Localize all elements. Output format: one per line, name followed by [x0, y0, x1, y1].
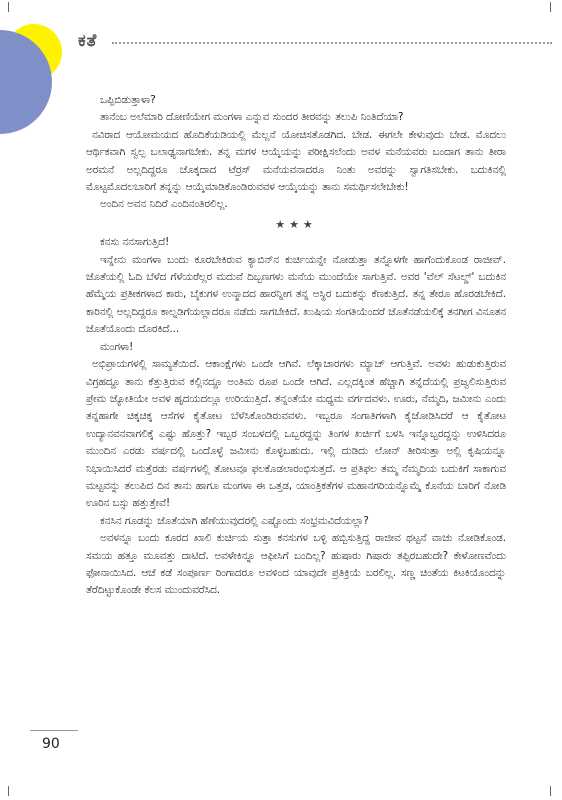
crop-mark-bottom-right — [550, 786, 551, 796]
story-paragraph: ಕನಸು ನನಸಾಗುತ್ತಿದೆ! — [100, 236, 170, 249]
crop-mark-top-left — [8, 2, 9, 12]
section-divider-stars: ★★★ — [275, 217, 317, 231]
crop-mark-top-right — [550, 2, 551, 12]
story-paragraph: ಮಂಗಳಾ! — [100, 340, 134, 353]
story-paragraph: ಅವಳನ್ನೂ ಬಂದು ಕೂರದ ಖಾಲಿ ಕುರ್ಚಿಯ ಸುತ್ತಾ ಕನಸುಗಳ ಬಳ್ಳಿ ಹಬ್ಬಿಸುತ್ತಿದ್ದ ರಾಜೀವ ಥಟ್ಟನೆ ವಾಚು ನೋಡಿಕೊಂಡ. ಸಮಯ ಹತ್ತೂ ಮೂವತ್ತು ದಾಟಿದೆ. ಅವಳೇಕಿನ್ನೂ ಆಫೀಸಿಗೆ ಬಂದಿಲ್ಲ? ಹುಷಾರು ಗಿಷಾರು ತಪ್ಪಿರಬಹುದೇ? ಕೇಳೋಣವೆಂದು ಫೋನಾಯಿಸಿದ. ಆಚೆ ಕಡೆ ಸಂಪೂರ್ಣ ರಿಂಗಾದರೂ ಅವಳಿಂದ ಯಾವುದೇ ಪ್ರತಿಕ್ರಿಯೆ ಬರಲಿಲ್ಲ. ಸಣ್ಣ ಚಿಂತೆಯ ಕಿಟಕಿಯೊಂದನ್ನು ತೆರೆದಿಟ್ಟುಕೊಂಡೇ ಕೆಲಸ ಮುಂದುವರೆಸಿದ. — [86, 532, 506, 597]
footer-rule — [30, 730, 78, 731]
section-title: ಕತೆ — [78, 31, 98, 51]
story-body — [86, 92, 506, 600]
crop-mark-bottom-left — [8, 786, 9, 796]
story-paragraph: ನವಿರಾದ ಆಯೋಮಯದ ಹೊದಿಕೆಯಡಿಯಲ್ಲಿ ಮೆಲ್ಲನೆ ಯೋಚಿಸತೊಡಗಿದ. ಬೇಡ. ಈಗಲೇ ಕೇಳುವುದು ಬೇಡ. ಮೊದಲು ಆರ್ಥಿಕವಾಗಿ ಸ್ವಲ್ಪ ಬಲಾಢ್ಯನಾಗಬೇಕು. ತನ್ನ ಮಗಳ ಆಯ್ಕೆಯನ್ನು ಪರೀಕ್ಷಿಸಲೆಂದು ಅವಳ ಮನೆಯವರು ಬಂದಾಗ ತಾನು ತೀರಾ ಅರಮನೆ ಅಲ್ಲದಿದ್ದರೂ ಚೊಕ್ಕದಾದ ಟೆರ‍್ರಸ್ ಮನೆಯವನಾದರೂ ನಿಂತು ಅವರನ್ನು ಸ್ವಾಗತಿಸಬೇಕು. ಬದುಕಿನಲ್ಲಿ ಮೊಟ್ಟಮೊದಲಬಾರಿಗೆ ತನ್ನನ್ನು ಆಯ್ಕೆಮಾಡಿಕೊಂಡಿರುವವಳ ಆಯ್ಕೆಯನ್ನು ತಾನು ಸಮರ್ಥಿಸಲೇಬೇಕು! — [86, 128, 506, 194]
story-paragraph: ಕನಸಿನ ಗೂಡನ್ನು ಜೊತೆಯಾಗಿ ಹೆಣೆಯುವುದರಲ್ಲಿ ಎಷ್ಟೊಂದು ಸಂಭ್ರಮವಿದೆಯಲ್ಲಾ? — [100, 514, 369, 527]
page-number: 90 — [42, 736, 60, 752]
story-paragraph: ಇನ್ನೇನು ಮಂಗಳಾ ಬಂದು ಕೂರಬೇಕಿರುವ ಕ್ಯಾಬಿನ್‌ನ ಕುರ್ಚಿಯನ್ನೇ ನೋಡುತ್ತಾ ತನ್ನೊಳಗೇ ಹಾಗೆಂದುಕೊಂಡ ರಾಜೀವ್. ಜೊತೆಯಲ್ಲಿ ಓದಿ ಬೆಳೆದ ಗೆಳೆಯರೆಲ್ಲರ ಮದುವೆ ದಿಬ್ಬಣಗಳು ಮನೆಯ ಮುಂದೆಯೇ ಸಾಗುತ್ತಿವೆ. ಅವರ 'ವೆಲ್ ಸೆಟಲ್ಡ್' ಬದುಕಿನ ಹೆಮ್ಮೆಯ ಪ್ರತೀಕಗಳಾದ ಕಾರು, ಬೈಕುಗಳ ಉನ್ಮಾದದ ಹಾರನ್ನೀಗ ತನ್ನ ಅಸ್ಥಿರ ಬದುಕನ್ನು ಕೆಣಕುತ್ತಿದೆ. ತನ್ನ ತೇರೂ ಹೊರಡಬೇಕಿದೆ. ಕಾರಿನಲ್ಲಿ ಅಲ್ಲದಿದ್ದರೂ ಕಾಲ್ನಡಿಗೆಯಲ್ಲಾದರೂ ನಡೆದು ಸಾಗಬೇಕಿದೆ. ಖುಷಿಯ ಸಂಗತಿಯೆಂದರೆ ಜೊತೆನಡೆಯಲಿಕ್ಕೆ ತನಗೀಗ ವಿನೂತನ ಜೊತೆಯೊಂದು ದೊರಕಿದೆ... — [86, 253, 506, 336]
story-paragraph: ಅಭಿಪ್ರಾಯಗಳಲ್ಲಿ ಸಾಮ್ಯತೆಯಿದೆ. ಆಕಾಂಕ್ಷೆಗಳು ಒಂದೇ ಆಗಿವೆ. ಲೆಕ್ಕಾಚಾರಗಳು ಮ್ಯಾಚ್ ಆಗುತ್ತಿವೆ. ಅವಳು ಹುಡುಕುತ್ತಿರುವ ವಿಗ್ರಹದ್ದೂ ತಾನು ಕೆತ್ತುತ್ತಿರುವ ಕಲ್ಲಿನದ್ದೂ ಅಂತಿಮ ರೂಪ ಒಂದೇ ಆಗಿದೆ. ಎಲ್ಲದಕ್ಕಿಂತ ಹೆಚ್ಚಾಗಿ ತನ್ನೆದೆಯಲ್ಲಿ ಪ್ರಜ್ವಲಿಸುತ್ತಿರುವ ಪ್ರೇಮ ಜ್ಯೋತಿಯೇ ಅವಳ ಹೃದಯದಲ್ಲೂ ಉರಿಯುತ್ತಿದೆ. ತನ್ನಂತೆಯೇ ಮಧ್ಯಮ ವರ್ಗದವಳು. ಊರು, ನೆಮ್ಮದಿ, ಜಮೀನು ಎಂದು ತನ್ನಹಾಗೇ ಚಿಕ್ಕಚಿಕ್ಕ ಆಸೆಗಳ ಕೈತೋಟ ಬೆಳೆಸಿಕೊಂಡಿರುವವಳು. ಇಬ್ಬರೂ ಸಂಗಾತಿಗಳಾಗಿ ಕೈಜೋಡಿಸಿದರೆ ಆ ಕೈತೋಟ ಉದ್ಯಾನವನವಾಗಲಿಕ್ಕೆ ಎಷ್ಟು ಹೊತ್ತು? ಇಬ್ಬರ ಸಂಬಳದಲ್ಲಿ ಒಬ್ಬರದ್ದನ್ನು ತಿಂಗಳ ಖರ್ಚಿಗೆ ಬಳಸಿ ಇನ್ನೊಬ್ಬರದ್ದನ್ನು ಉಳಿಸಿದರೂ ಮುಂದಿನ ಎರಡು ವರ್ಷದಲ್ಲಿ ಒಂದೊಳ್ಳೆ ಜಮೀನು ಕೊಳ್ಳಬಹುದು. ಇಲ್ಲಿ ದುಡಿದು ಲೋನ್ ತೀರಿಸುತ್ತಾ ಅಲ್ಲಿ ಕೃಷಿಯನ್ನೂ ನಿಭಾಯಿಸಿದರೆ ಮತ್ತೆರಡು ವರ್ಷಗಳಲ್ಲಿ ತೋಟವೂ ಫಲಕೊಡಲಾರಂಭಿಸುತ್ತದೆ. ಆ ಪ್ರತಿಫಲ ತಮ್ಮ ನೆಮ್ಮದಿಯ ಬದುಕಿಗೆ ಸಾಕಾಗುವ ಮಟ್ಟವನ್ನು ತಲುಪಿದ ದಿನ ತಾನು ಹಾಗೂ ಮಂಗಳಾ ಈ ಒತ್ತಡ, ಯಾಂತ್ರಿಕತೆಗಳ ಮಹಾನಗರಿಯನ್ನೊಮ್ಮೆ ಕೊನೆಯ ಬಾರಿಗೆ ನೋಡಿ ಊರಿನ ಬಸ್ಸು ಹತ್ತುತ್ತೇವೆ! — [86, 358, 506, 510]
header-dotted-rule — [112, 42, 552, 44]
story-paragraph: ತಾನೆಂಬ ಅಲೆಮಾರಿ ದೋಣಿಯೇಗ ಮಂಗಳಾ ಎನ್ನುವ ಸುಂದರ ತೀರವನ್ನು ತಲುಪಿ ನಿಂತಿದೆಯಾ? — [100, 111, 404, 124]
story-paragraph: ಅಂದಿನ ಅವನ ನಿದಿರೆ ಎಂದಿನಂತಿರಲಿಲ್ಲ. — [100, 198, 228, 211]
story-paragraph: ಒಪ್ಪಿಬಿಡುತ್ತಾಳಾ? — [100, 94, 156, 106]
